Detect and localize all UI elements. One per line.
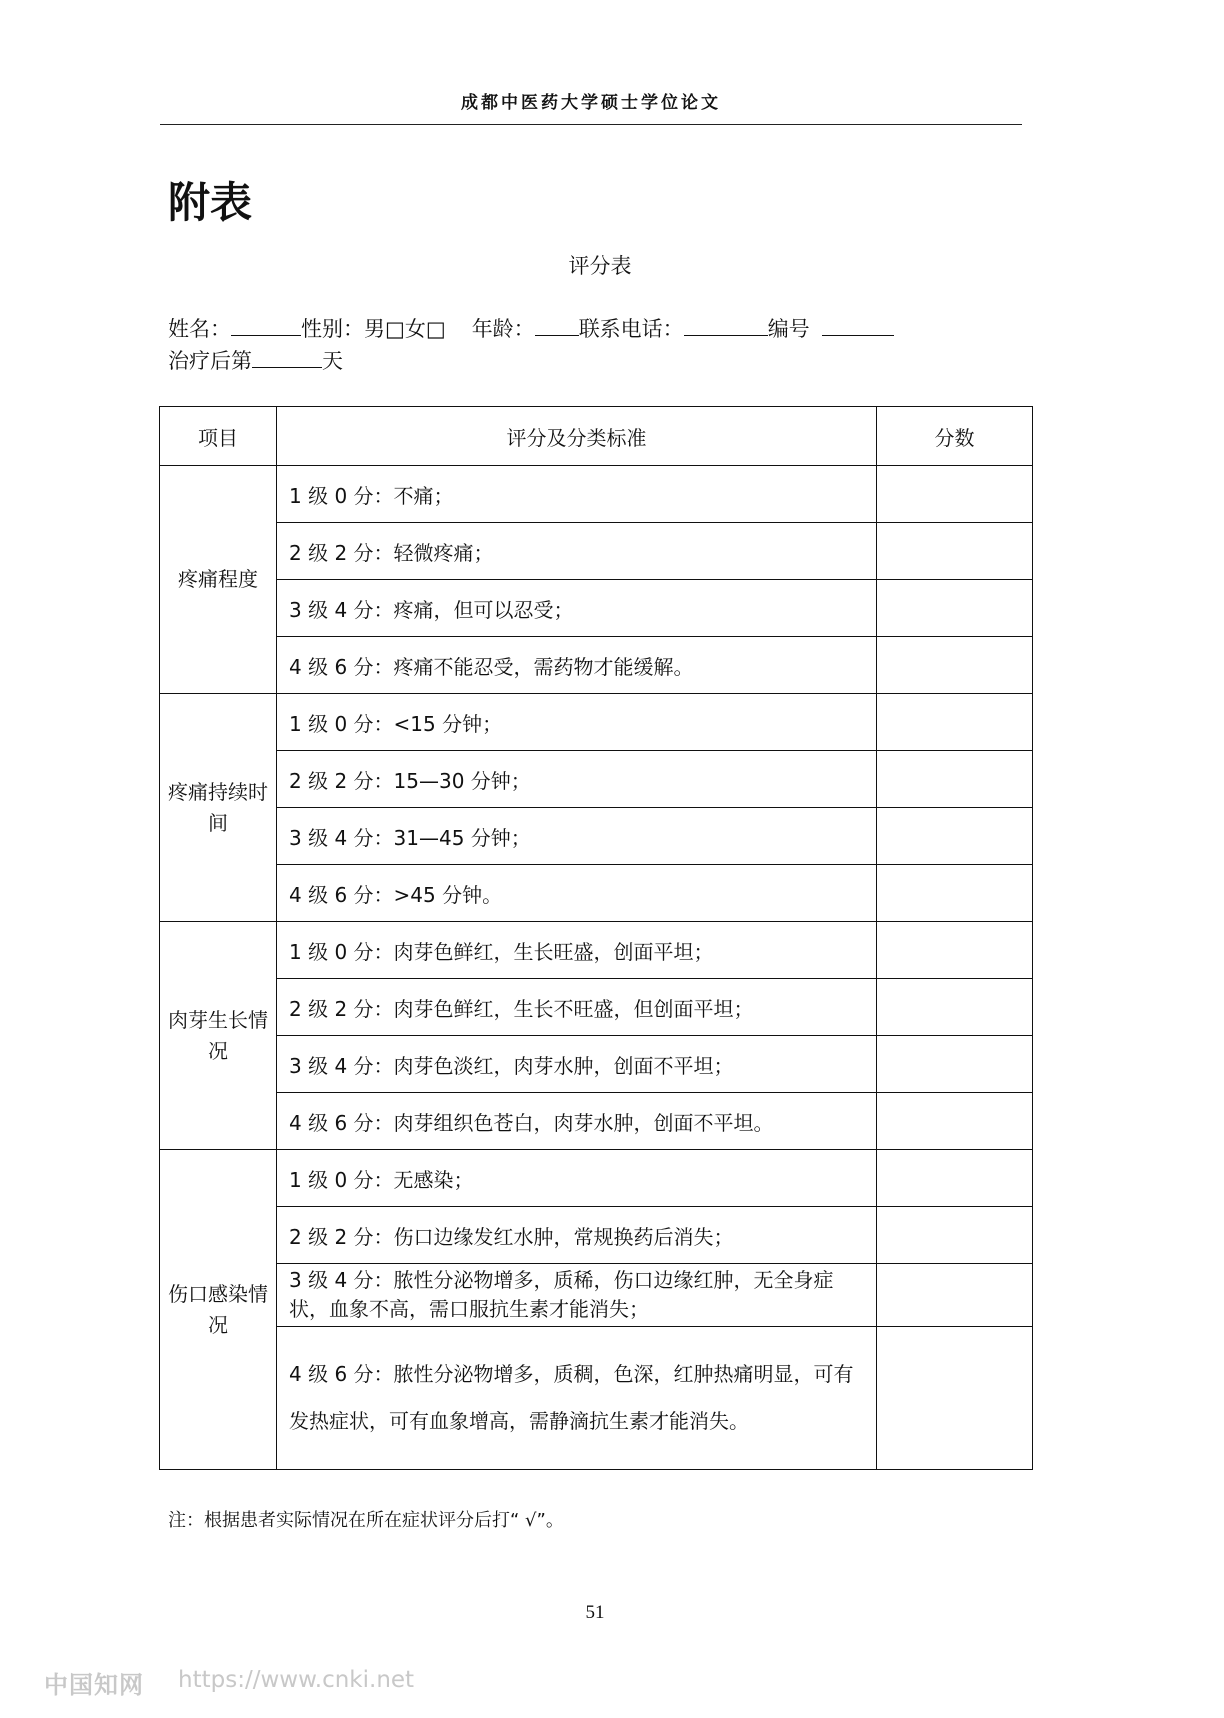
table-row: [160, 751, 1033, 808]
page-number: 51: [585, 1602, 605, 1623]
criteria-cell: 1 级 0 分：不痛；: [277, 466, 877, 523]
table-row: [160, 808, 1033, 865]
score-cell[interactable]: [877, 1150, 1033, 1207]
header-divider: [160, 124, 1022, 125]
id-label: 编号: [767, 317, 810, 341]
phone-label: 联系电话：: [578, 317, 684, 341]
table-row: [160, 1150, 1033, 1207]
header-score: 分数: [877, 407, 1033, 466]
phone-blank: [684, 315, 768, 336]
appendix-title: 附表: [168, 178, 253, 227]
treatment-day-line: [168, 345, 343, 375]
table-row: [160, 580, 1033, 637]
score-cell[interactable]: [877, 694, 1033, 751]
table-row: [160, 1036, 1033, 1093]
criteria-cell: 2 级 2 分：轻微疼痛；: [277, 523, 877, 580]
criteria-cell: 3 级 4 分：疼痛，但可以忍受；: [277, 580, 877, 637]
table-row: [160, 922, 1033, 979]
table-row: [160, 1264, 1033, 1327]
category-infection: 伤口感染情况: [160, 1150, 277, 1470]
name-blank: [231, 315, 301, 336]
criteria-cell: 3 级 4 分：31—45 分钟；: [277, 808, 877, 865]
score-cell[interactable]: [877, 1036, 1033, 1093]
thesis-header: 成都中医药大学硕士学位论文: [461, 93, 721, 113]
table-row: [160, 523, 1033, 580]
score-cell[interactable]: [877, 523, 1033, 580]
criteria-cell: 4 级 6 分：肉芽组织色苍白，肉芽水肿，创面不平坦。: [277, 1093, 877, 1150]
table-row: [160, 694, 1033, 751]
table-title: 评分表: [568, 254, 632, 278]
table-row: [160, 865, 1033, 922]
table-header-row: [160, 407, 1033, 466]
criteria-cell: 1 级 0 分：肉芽色鲜红，生长旺盛，创面平坦；: [277, 922, 877, 979]
day-prefix: 治疗后第: [168, 349, 252, 373]
score-cell[interactable]: [877, 979, 1033, 1036]
score-cell[interactable]: [877, 1093, 1033, 1150]
age-blank: [535, 315, 579, 336]
table-row: [160, 1207, 1033, 1264]
criteria-cell: 4 级 6 分：脓性分泌物增多，质稠，色深，红肿热痛明显，可有发热症状，可有血象增高，需静滴抗生素才能消失。: [277, 1327, 877, 1470]
criteria-cell: 1 级 0 分：<15 分钟；: [277, 694, 877, 751]
table-row: [160, 637, 1033, 694]
patient-info-line: [168, 313, 894, 343]
score-cell[interactable]: [877, 466, 1033, 523]
criteria-cell: 3 级 4 分：脓性分泌物增多，质稀，伤口边缘红肿，无全身症状，血象不高，需口服抗生素才能消失；: [277, 1264, 877, 1327]
table-row: [160, 1327, 1033, 1470]
scoring-table: [159, 406, 1033, 1470]
cnki-watermark-url: https://www.cnki.net: [178, 1667, 415, 1693]
day-suffix: 天: [322, 349, 343, 373]
id-blank: [822, 315, 894, 336]
cnki-watermark-logo: 中国知网: [44, 1671, 144, 1699]
criteria-cell: 4 级 6 分：>45 分钟。: [277, 865, 877, 922]
category-granulation: 肉芽生长情况: [160, 922, 277, 1150]
criteria-cell: 1 级 0 分：无感染；: [277, 1150, 877, 1207]
day-blank: [252, 347, 322, 368]
score-cell[interactable]: [877, 865, 1033, 922]
score-cell[interactable]: [877, 580, 1033, 637]
gender-label: 性别：男□女□: [301, 317, 446, 341]
score-cell[interactable]: [877, 751, 1033, 808]
criteria-cell: 2 级 2 分：肉芽色鲜红，生长不旺盛，但创面平坦；: [277, 979, 877, 1036]
criteria-cell: 2 级 2 分：伤口边缘发红水肿，常规换药后消失；: [277, 1207, 877, 1264]
category-pain-degree: 疼痛程度: [160, 466, 277, 694]
header-criteria: 评分及分类标准: [277, 407, 877, 466]
criteria-cell: 4 级 6 分：疼痛不能忍受，需药物才能缓解。: [277, 637, 877, 694]
criteria-cell: 3 级 4 分：肉芽色淡红，肉芽水肿，创面不平坦；: [277, 1036, 877, 1093]
age-label: 年龄：: [471, 317, 535, 341]
header-item: 项目: [160, 407, 277, 466]
score-cell[interactable]: [877, 1264, 1033, 1327]
table-note: 注：根据患者实际情况在所在症状评分后打“ √”。: [168, 1510, 564, 1531]
name-label: 姓名：: [168, 317, 231, 341]
score-cell[interactable]: [877, 1207, 1033, 1264]
score-cell[interactable]: [877, 808, 1033, 865]
score-cell[interactable]: [877, 1327, 1033, 1470]
category-pain-duration: 疼痛持续时间: [160, 694, 277, 922]
table-row: [160, 979, 1033, 1036]
table-row: [160, 466, 1033, 523]
table-row: [160, 1093, 1033, 1150]
score-cell[interactable]: [877, 637, 1033, 694]
score-cell[interactable]: [877, 922, 1033, 979]
criteria-cell: 2 级 2 分：15—30 分钟；: [277, 751, 877, 808]
